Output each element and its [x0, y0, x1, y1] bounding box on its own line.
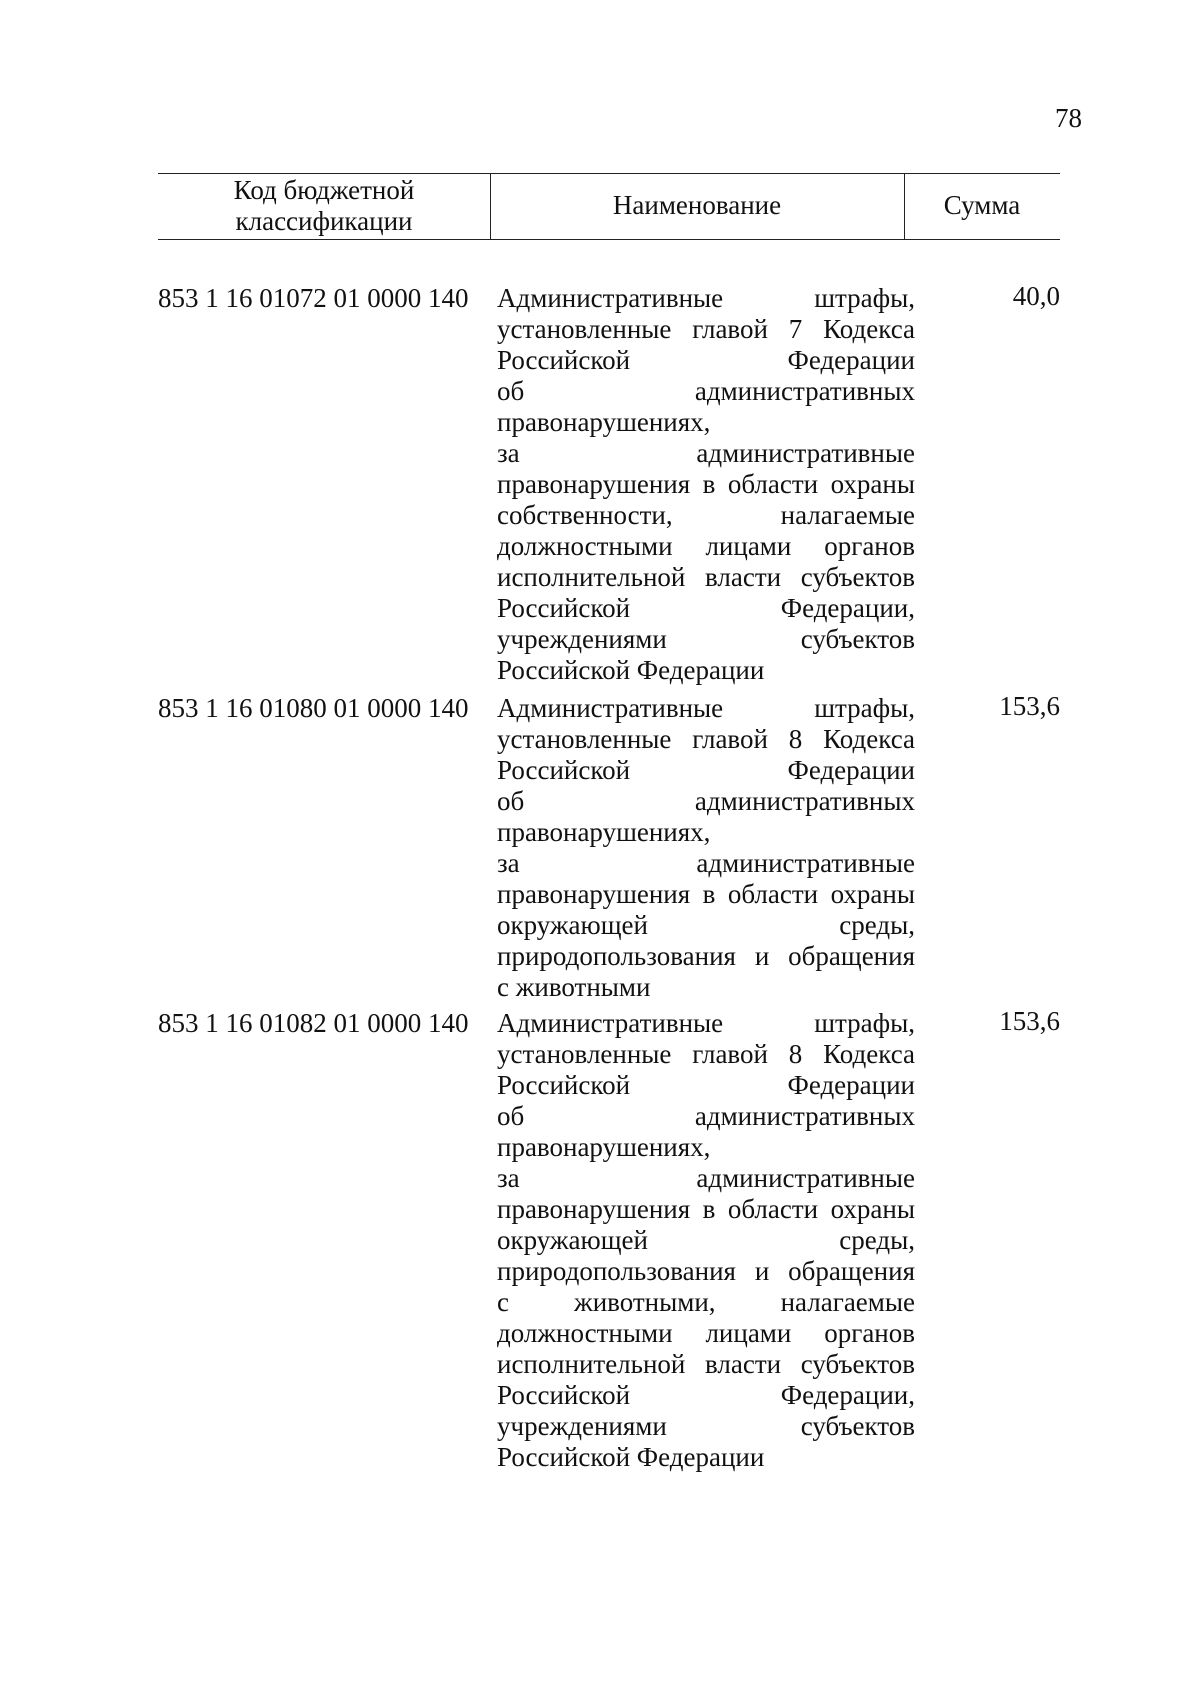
row-2-name-line: природопользования и обращения	[497, 941, 915, 971]
row-3-name-line: должностными лицами органов	[497, 1318, 915, 1348]
row-2-name-line: окружающей среды,	[497, 910, 915, 940]
row-3-name-line: установленные главой 8 Кодекса	[497, 1039, 915, 1069]
header-code-label	[158, 175, 490, 237]
row-3-name-line: учреждениями субъектов	[497, 1411, 915, 1441]
row-1-name-line: должностными лицами органов	[497, 531, 915, 561]
row-1-name-line: за административные	[497, 438, 915, 468]
row-2-name	[497, 693, 915, 1003]
row-3-name-line: Российской Федерации	[497, 1070, 915, 1100]
row-1-name	[497, 283, 915, 686]
row-3-name-line: правонарушениях,	[497, 1132, 711, 1162]
row-3-name-line: Российской Федерации,	[497, 1380, 915, 1410]
page-number: 78	[1055, 103, 1082, 133]
row-1-name-line: собственности, налагаемые	[497, 500, 915, 530]
row-2-code: 853 1 16 01080 01 0000 140	[158, 693, 469, 723]
row-3-code: 853 1 16 01082 01 0000 140	[158, 1008, 469, 1038]
row-3-name-line: природопользования и обращения	[497, 1256, 915, 1286]
header-top-rule	[158, 173, 1060, 174]
row-3-sum: 153,6	[999, 1006, 1060, 1036]
row-2-name-line: об административных	[497, 786, 915, 816]
row-1-name-line: Российской Федерации	[497, 345, 915, 375]
header-code-label-line1: Код бюджетной	[233, 175, 415, 205]
row-1-name-line: Российской Федерации	[497, 655, 765, 685]
row-1-name-line: исполнительной власти субъектов	[497, 562, 915, 592]
header-bottom-rule	[158, 239, 1060, 240]
row-2-sum: 153,6	[999, 691, 1060, 721]
row-3-name-line: за административные	[497, 1163, 915, 1193]
row-1-name-line: Российской Федерации,	[497, 593, 915, 623]
row-3-name-line: об административных	[497, 1101, 915, 1131]
row-3-name-line: с животными, налагаемые	[497, 1287, 915, 1317]
row-3-name-line: окружающей среды,	[497, 1225, 915, 1255]
row-1-name-line: об административных	[497, 376, 915, 406]
row-3-name-line: Административные штрафы,	[497, 1008, 915, 1038]
row-2-name-line: Российской Федерации	[497, 755, 915, 785]
header-sum-label: Сумма	[943, 190, 1021, 220]
row-1-name-line: правонарушениях,	[497, 407, 711, 437]
header-code-label-line2: классификации	[235, 206, 413, 236]
table-header	[158, 173, 1060, 239]
row-3-name-line: исполнительной власти субъектов	[497, 1349, 915, 1379]
row-1-name-line: Административные штрафы,	[497, 283, 915, 313]
row-2-name-line: за административные	[497, 848, 915, 878]
row-1-name-line: учреждениями субъектов	[497, 624, 915, 654]
row-3-name	[497, 1008, 915, 1473]
row-2-name-line: правонарушения в области охраны	[497, 879, 915, 909]
header-name-label: Наименование	[612, 190, 782, 220]
row-2-name-line: с животными	[497, 972, 651, 1002]
row-3-name-line: Российской Федерации	[497, 1442, 765, 1472]
row-2-name-line: правонарушениях,	[497, 817, 711, 847]
row-2-name-line: Административные штрафы,	[497, 693, 915, 723]
row-3-name-line: правонарушения в области охраны	[497, 1194, 915, 1224]
row-1-sum: 40,0	[1012, 281, 1060, 311]
row-1-name-line: правонарушения в области охраны	[497, 469, 915, 499]
row-1-name-line: установленные главой 7 Кодекса	[497, 314, 915, 344]
row-1-code: 853 1 16 01072 01 0000 140	[158, 283, 469, 313]
row-2-name-line: установленные главой 8 Кодекса	[497, 724, 915, 754]
